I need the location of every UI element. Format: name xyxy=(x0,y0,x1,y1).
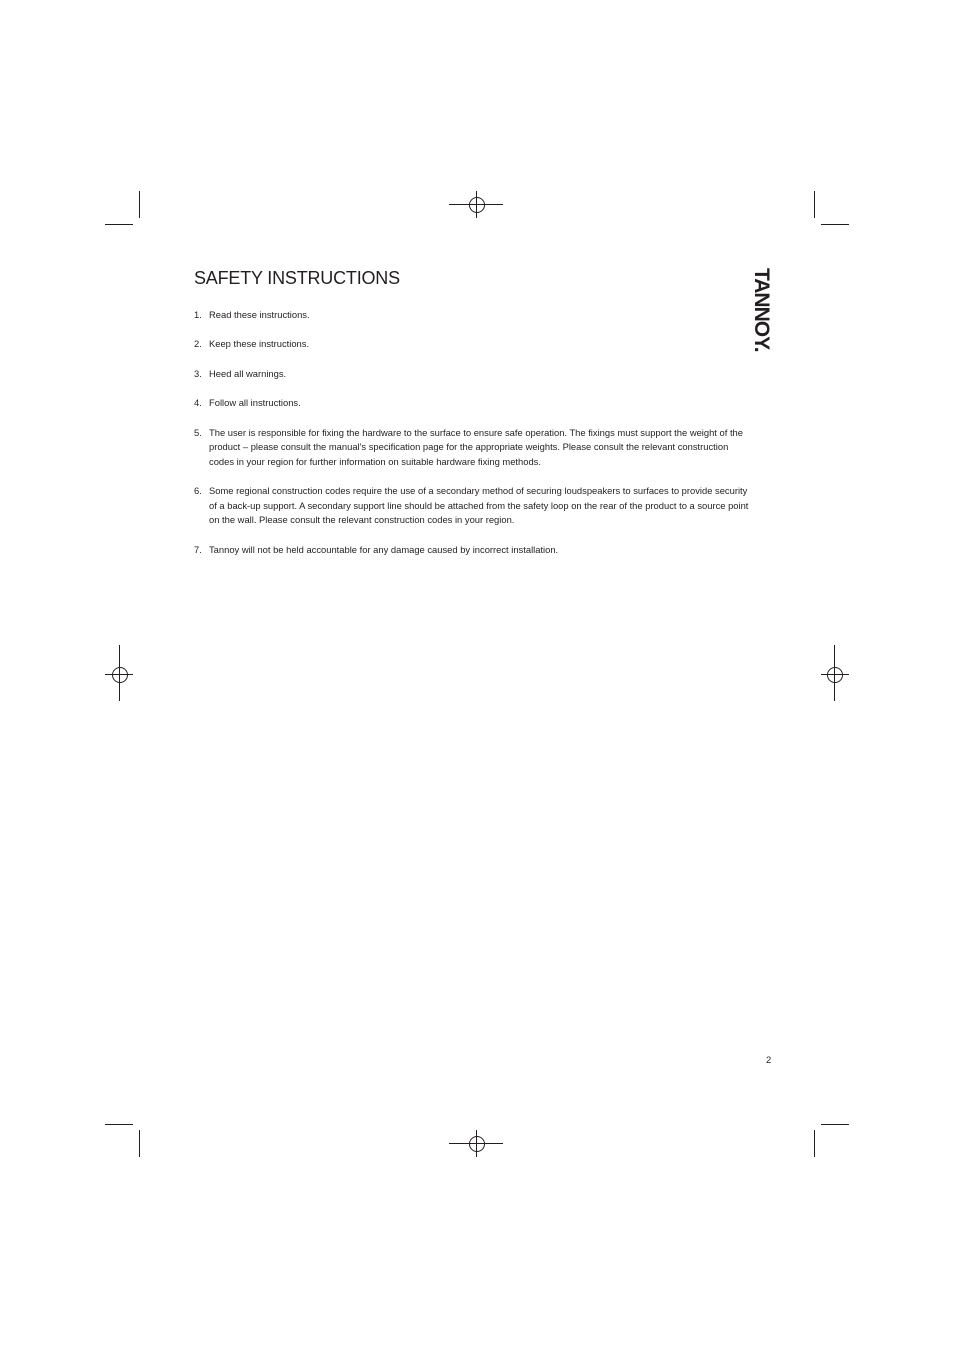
list-item-text: Read these instructions. xyxy=(209,309,310,320)
list-item-text: Some regional construction codes require the use of a secondary method of securing loudspeakers to surfaces to provide security of a back-up support. A secondary support line should be attached from the safety loop on the rear of the product to a source point on the wall. Please consult the relevant construction codes in your region. xyxy=(209,485,749,526)
list-item-number: 7. xyxy=(194,543,202,555)
list-item-number: 3. xyxy=(194,367,202,379)
list-item xyxy=(194,396,754,411)
crop-mark-bottom-right-v xyxy=(814,1130,815,1157)
page-title xyxy=(194,268,400,289)
list-item-number: 6. xyxy=(194,485,202,497)
list-item xyxy=(194,367,754,382)
list-item xyxy=(194,337,754,352)
crop-mark-bottom-left-v xyxy=(139,1130,140,1157)
list-item-text: Follow all instructions. xyxy=(209,397,301,409)
list-item-number: 1. xyxy=(194,309,202,320)
list-item xyxy=(194,426,754,470)
list-item xyxy=(194,543,754,558)
list-item-text: Heed all warnings. xyxy=(209,367,287,379)
crop-mark-top-right-h xyxy=(821,224,849,225)
crop-mark-bottom-right-h xyxy=(821,1124,849,1125)
list-item-number: 5. xyxy=(194,426,202,438)
crop-mark-top-left-h xyxy=(105,224,133,225)
list-item-text: Tannoy will not be held accountable for any damage caused by incorrect installation. xyxy=(209,543,559,555)
list-item-number: 4. xyxy=(194,397,202,409)
crop-mark-top-right-v xyxy=(814,191,815,218)
list-item-text: The user is responsible for fixing the hardware to the surface to ensure safe operation. The fixings must support the weight of the product – please consult the manual's specification page for the appropriate weights. Please consult the relevant construction codes in your region for further information on suitable hardware fixing methods. xyxy=(209,426,743,467)
page-title-rest: INSTRUCTIONS xyxy=(262,268,400,288)
list-item-text: Keep these instructions. xyxy=(209,338,310,350)
page-title-bold: SAFETY xyxy=(194,268,263,288)
crop-mark-bottom-left-h xyxy=(105,1124,133,1125)
list-item xyxy=(194,308,754,323)
list-item xyxy=(194,484,754,528)
tannoy-logo-text: TANNOY. xyxy=(750,268,773,352)
page-number: 2 xyxy=(766,1054,772,1065)
crop-mark-top-left-v xyxy=(139,191,140,218)
instructions-list xyxy=(194,308,754,572)
list-item-number: 2. xyxy=(194,338,202,350)
